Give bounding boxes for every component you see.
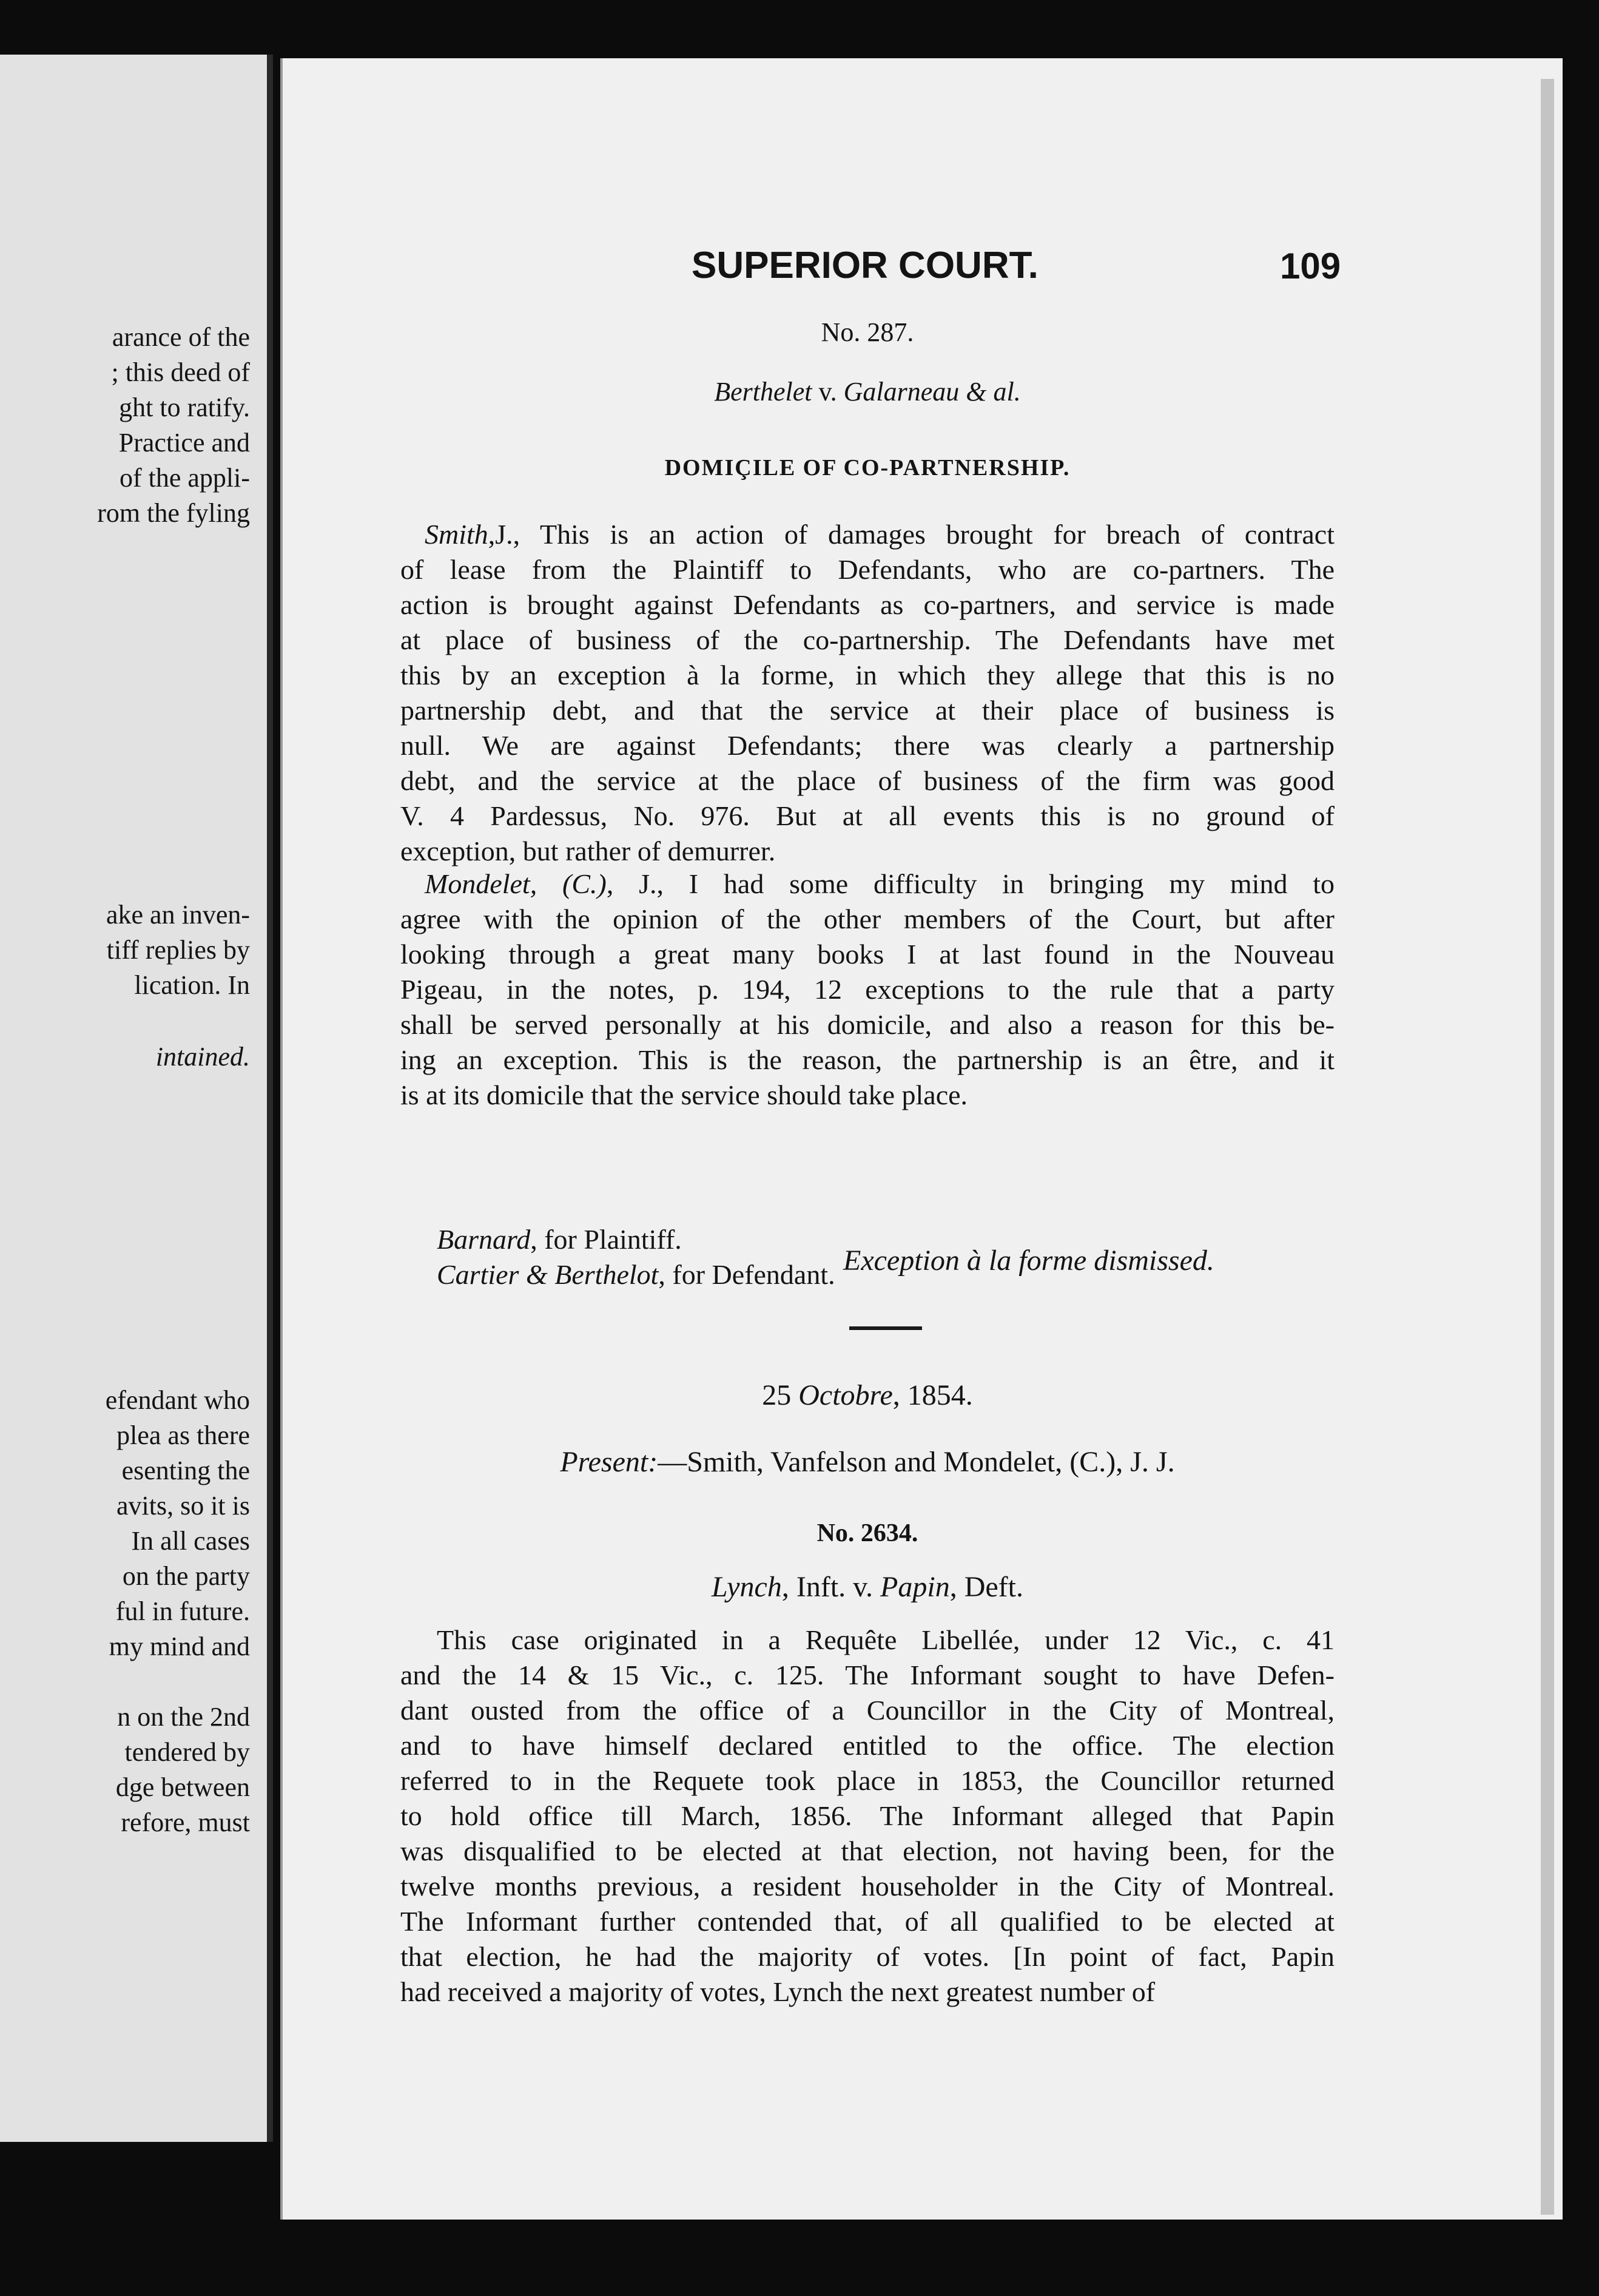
facing-page-line: lication. In [134, 970, 250, 1000]
text-line [400, 626, 1335, 654]
page-number: 109 [1280, 246, 1341, 286]
present-judges: —Smith, Vanfelson and Mondelet, (C.), J. J. [658, 1446, 1175, 1478]
line-text: , J., I had some difficulty in bringing my mind to [606, 868, 1335, 899]
line-text: looking through a great many books I at last found in the Nouveau [400, 939, 1335, 970]
facing-page-line: tiff replies by [106, 935, 250, 965]
text-line [400, 837, 1335, 865]
facing-page-line: In all cases [131, 1526, 250, 1556]
facing-page-line: plea as there [116, 1420, 250, 1450]
counsel-plaintiff [437, 1226, 682, 1254]
date-day: 25 [762, 1379, 799, 1411]
facing-page-line: avits, so it is [116, 1491, 250, 1521]
text-line: and to have himself declared entitled to the office. The election [400, 1730, 1335, 1761]
facing-page-line: my mind and [109, 1632, 250, 1661]
text-line [400, 732, 1335, 760]
line-text: agree with the opinion of the other members of the Court, but after [400, 903, 1335, 934]
headnote: DOMIÇILE OF CO-PARTNERSHIP. [664, 455, 1071, 481]
case-number: No. 2634. [816, 1519, 918, 1547]
text-line [400, 802, 1335, 830]
facing-page-line: efendant who [105, 1385, 250, 1415]
party-name: Berthelet [714, 377, 812, 407]
bench-present [400, 1448, 1335, 1477]
facing-page-line: ake an inven- [106, 900, 250, 930]
case-title [400, 379, 1335, 405]
text-line: dant ousted from the office of a Councillor in the City of Montreal, [400, 1695, 1335, 1726]
text-line: referred to in the Requete took place in 1853, the Councillor returned [400, 1765, 1335, 1796]
line-text: at place of business of the co-partnership. The Defendants have met [400, 624, 1335, 655]
running-head: SUPERIOR COURT. [692, 245, 1039, 286]
line-text: of lease from the Plaintiff to Defendants, who are co-partners. The [400, 554, 1335, 585]
facing-page-line: n on the 2nd [117, 1702, 250, 1732]
facing-page-line: Practice and [118, 428, 250, 458]
party-role: , Inft. v. [781, 1571, 881, 1603]
text-line [400, 556, 1335, 584]
text-line [400, 905, 1335, 933]
text-line: This case originated in a Requête Libellée, under 12 Vic., c. 41 [437, 1624, 1335, 1655]
facing-page [0, 55, 273, 2142]
present-label: Present: [560, 1446, 658, 1478]
date-year: , 1854. [892, 1379, 973, 1411]
text-line [425, 870, 1335, 898]
facing-page-line: dge between [115, 1772, 250, 1802]
text-line [425, 521, 1335, 549]
text-line [400, 1011, 1335, 1039]
facing-page-line: on the party [122, 1561, 250, 1591]
line-text: exception, but rather of demurrer. [400, 836, 776, 866]
counsel-role: , for Defendant. [658, 1259, 835, 1290]
facing-page-line: tendered by [124, 1737, 250, 1767]
line-text: action is brought against Defendants as co-partners, and service is made [400, 589, 1335, 620]
line-text: partnership debt, and that the service at their place of business is [400, 695, 1335, 726]
line-text: is at its domicile that the service should take place. [400, 1079, 968, 1110]
text-line [400, 1081, 1335, 1109]
line-text: this by an exception à la forme, in which they allege that this is no [400, 660, 1335, 690]
versus: v. [812, 377, 844, 407]
line-text: null. We are against Defendants; there was clearly a partnership [400, 730, 1335, 761]
line-text: ,J., This is an action of damages brought for breach of contract [488, 519, 1335, 550]
text-line: that election, he had the majority of votes. [In point of fact, Papin [400, 1941, 1335, 1972]
facing-page-line: ; this deed of [111, 357, 250, 387]
case-title [400, 1573, 1335, 1602]
line-text: Pigeau, in the notes, p. 194, 12 exceptions to the rule that a party [400, 974, 1335, 1005]
page-edge [1541, 79, 1554, 2215]
facing-page-line: arance of the [112, 322, 250, 352]
party-name: Papin [880, 1571, 950, 1603]
line-text: debt, and the service at the place of business of the firm was good [400, 765, 1335, 796]
text-line: and the 14 & 15 Vic., c. 125. The Informant sought to have Defen- [400, 1660, 1335, 1690]
text-line: had received a majority of votes, Lynch the next greatest number of [400, 1976, 1156, 2007]
facing-page-line: esenting the [121, 1456, 250, 1485]
section-separator [849, 1326, 922, 1330]
counsel-name: Cartier & Berthelot [437, 1259, 659, 1290]
counsel-name: Barnard [437, 1224, 531, 1255]
facing-page-line: of the appli- [119, 463, 250, 493]
line-text: shall be served personally at his domicile, and also a reason for this be- [400, 1009, 1335, 1040]
party-name: Lynch [711, 1571, 782, 1603]
date-month: Octobre [798, 1379, 893, 1411]
text-line: to hold office till March, 1856. The Informant alleged that Papin [400, 1800, 1335, 1831]
judge-name: Smith [425, 519, 488, 550]
counsel-defendant [437, 1261, 835, 1289]
party-name: Galarneau & al. [843, 377, 1021, 407]
judge-name: Mondelet, (C.) [425, 868, 607, 899]
text-line [400, 1046, 1335, 1074]
case-number: No. 287. [821, 317, 914, 347]
counsel-role: , for Plaintiff. [530, 1224, 682, 1255]
decision-date [400, 1381, 1335, 1410]
text-line: twelve months previous, a resident householder in the City of Montreal. [400, 1871, 1335, 1902]
text-line [400, 976, 1335, 1004]
text-line: was disqualified to be elected at that election, not having been, for the [400, 1835, 1335, 1866]
text-line [400, 661, 1335, 689]
text-line [400, 591, 1335, 619]
facing-page-line: rom the fyling [97, 498, 250, 528]
party-role: , Deft. [949, 1571, 1023, 1603]
text-line [400, 697, 1335, 724]
text-line [400, 940, 1335, 968]
text-line [400, 767, 1335, 795]
facing-page-line: ful in future. [115, 1596, 250, 1626]
text-line: The Informant further contended that, of all qualified to be elected at [400, 1906, 1335, 1937]
line-text: ing an exception. This is the reason, the partnership is an être, and it [400, 1044, 1335, 1075]
facing-page-line: refore, must [121, 1808, 250, 1837]
line-text: V. 4 Pardessus, No. 976. But at all events this is no ground of [400, 800, 1335, 831]
disposition-text: Exception à la forme dismissed. [843, 1244, 1214, 1277]
facing-page-line: intained. [155, 1042, 250, 1072]
facing-page-line: ght to ratify. [119, 393, 250, 422]
